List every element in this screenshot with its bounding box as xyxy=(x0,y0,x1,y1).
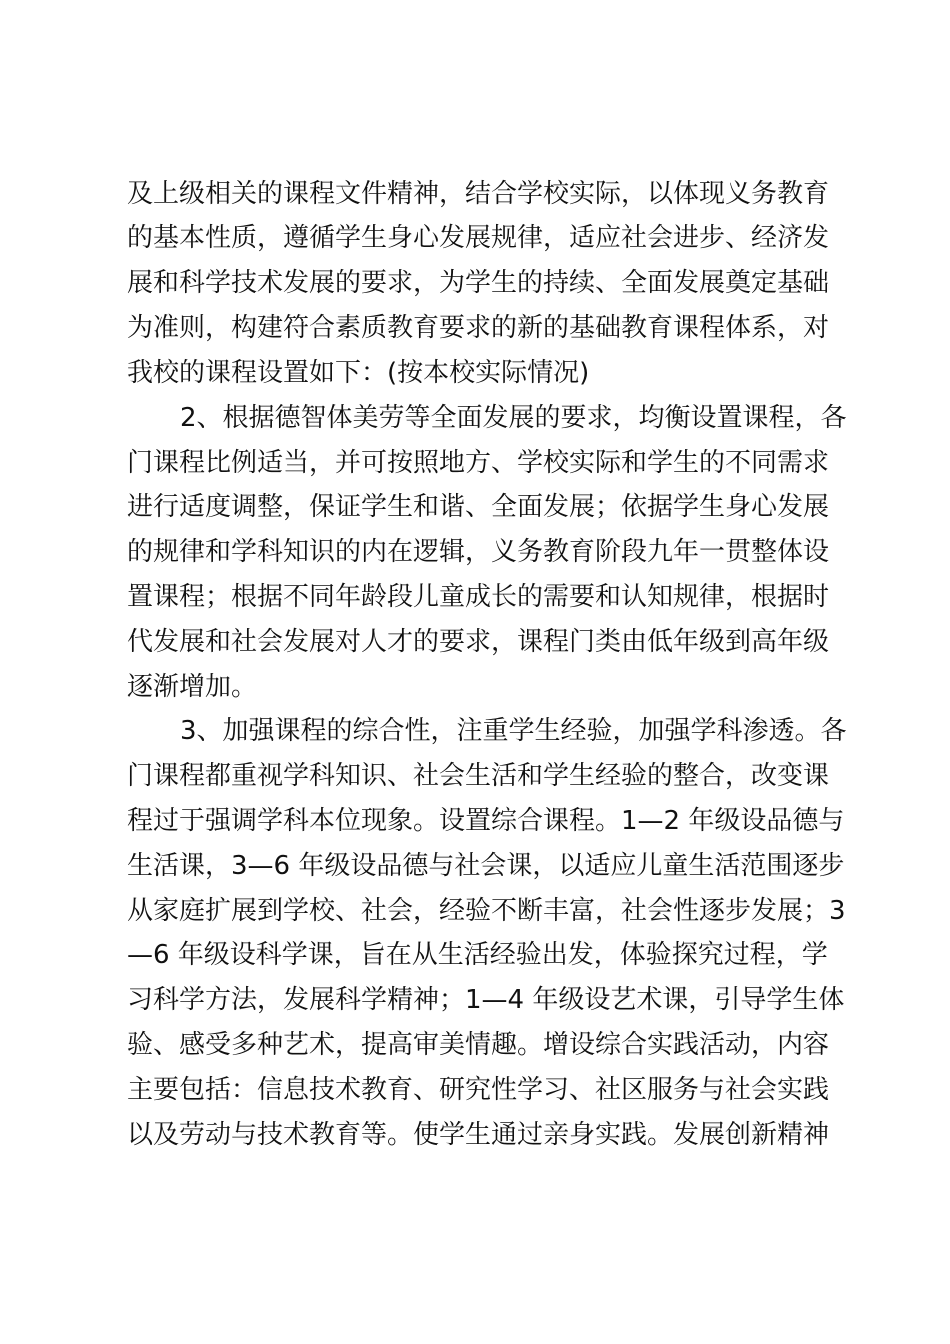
text-line-20: 验、感受多种艺术，提高审美情趣。增设综合实践活动，内容 xyxy=(127,1030,830,1060)
text-line-14: 门课程都重视学科知识、社会生活和学生经验的整合，改变课 xyxy=(127,761,830,791)
text-line-9: 的规律和学科知识的内在逻辑，义务教育阶段九年一贯整体设 xyxy=(127,537,830,567)
text-line-19: 习科学方法，发展科学精神；1—4 年级设艺术课，引导学生体 xyxy=(127,985,845,1015)
text-line-17: 从家庭扩展到学校、社会，经验不断丰富，社会性逐步发展；3 xyxy=(127,896,846,926)
text-line-22: 以及劳动与技术教育等。使学生通过亲身实践。发展创新精神 xyxy=(127,1120,830,1150)
text-line-1: 及上级相关的课程文件精神，结合学校实际，以体现义务教育 xyxy=(127,179,830,209)
text-line-7: 门课程比例适当，并可按照地方、学校实际和学生的不同需求 xyxy=(127,448,830,478)
text-line-11: 代发展和社会发展对人才的要求，课程门类由低年级到高年级 xyxy=(127,627,830,657)
text-line-10: 置课程；根据不同年龄段儿童成长的需要和认知规律，根据时 xyxy=(127,582,830,612)
text-line-18: —6 年级设科学课，旨在从生活经验出发，体验探究过程，学 xyxy=(127,940,828,970)
text-line-2: 的基本性质，遵循学生身心发展规律，适应社会进步、经济发 xyxy=(127,223,830,253)
text-line-3: 展和科学技术发展的要求，为学生的持续、全面发展奠定基础 xyxy=(127,268,830,298)
paragraph-3-line-1: 3、加强课程的综合性，注重学生经验，加强学科渗透。各 xyxy=(180,716,847,746)
paragraph-2-line-1: 2、根据德智体美劳等全面发展的要求，均衡设置课程，各 xyxy=(180,403,847,433)
text-line-12: 逐渐增加。 xyxy=(127,672,258,702)
text-line-5: 我校的课程设置如下：(按本校实际情况) xyxy=(127,358,590,388)
text-line-8: 进行适度调整，保证学生和谐、全面发展；依据学生身心发展 xyxy=(127,492,830,522)
text-line-15: 程过于强调学科本位现象。设置综合课程。1—2 年级设品德与 xyxy=(127,806,845,836)
text-line-4: 为准则，构建符合素质教育要求的新的基础教育课程体系，对 xyxy=(127,313,830,343)
text-line-21: 主要包括：信息技术教育、研究性学习、社区服务与社会实践 xyxy=(127,1075,830,1105)
text-line-16: 生活课，3—6 年级设品德与社会课，以适应儿童生活范围逐步 xyxy=(127,851,845,881)
